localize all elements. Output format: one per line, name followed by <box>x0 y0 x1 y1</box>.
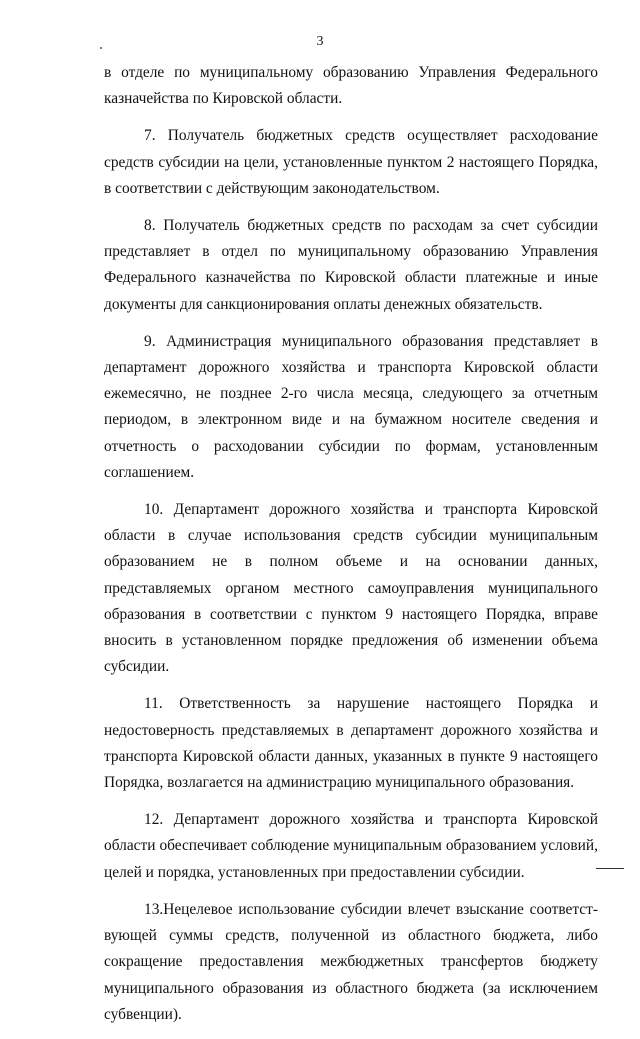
footer-line <box>596 868 624 869</box>
paragraph-continuation: в отделе по муниципальному образованию Управления Федерального казначейства по Кировской области. <box>104 64 598 108</box>
page-number: 3 <box>316 34 324 49</box>
paragraph-12: 12. Департамент дорожного хозяйства и транспорта Кировской области обеспечивает соблюдение муниципальным образованием условий, целей и порядка, установленных при предоставлении субсидии. <box>104 811 598 881</box>
paragraph-7: 7. Получатель бюджетных средств осуществляет расходование средств субсидии на цели, установленные пунктом 2 настоящего Порядка, в соответствии с действующим законодательством. <box>104 127 598 197</box>
scan-speck <box>100 47 102 49</box>
document-body <box>104 60 598 1039</box>
paragraph-10: 10. Департамент дорожного хозяйства и транспорта Кировской области в случае использования средств субсидии муниципальным образованием не в полном объеме и на основании данных, представляемых органом местного самоуправления муниципального образования в соответствии с пунктом 9 настоящего Порядка, вправе вносить в установленном порядке предложения об изменении объема субсидии. <box>104 501 598 676</box>
paragraph-9: 9. Администрация муниципального образования представляет в департамент дорожного хозяйства и транспорта Кировской области ежемесячно, не позднее 2-го числа месяца, следующего за отчетным периодом, в электронном виде и на бумажном носителе сведения и отчетность о расходовании субсидии по формам, установленным соглашением. <box>104 332 598 481</box>
paragraph-8: 8. Получатель бюджетных средств по расходам за счет субсидии представляет в отдел по муниципальному образованию Управления Федерального казначейства по Кировской области платежные и иные документы для санкционирования оплаты денежных обязательств. <box>104 217 598 313</box>
paragraph-13: 13.Нецелевое использование субсидии влечет взыскание соответствующей суммы средств, полученной из областного бюджета, либо сокращение предоставления межбюджетных трансфертов бюджету муниципального образования из областного бюджета (за исключением субвенции). <box>104 900 598 1023</box>
paragraph-11: 11. Ответственность за нарушение настоящего Порядка и недостоверность представляемых в департамент дорожного хозяйства и транспорта Кировской области данных, указанных в пункте 9 настоящего Порядка, возлагается на администрацию муниципального образования. <box>104 695 598 792</box>
